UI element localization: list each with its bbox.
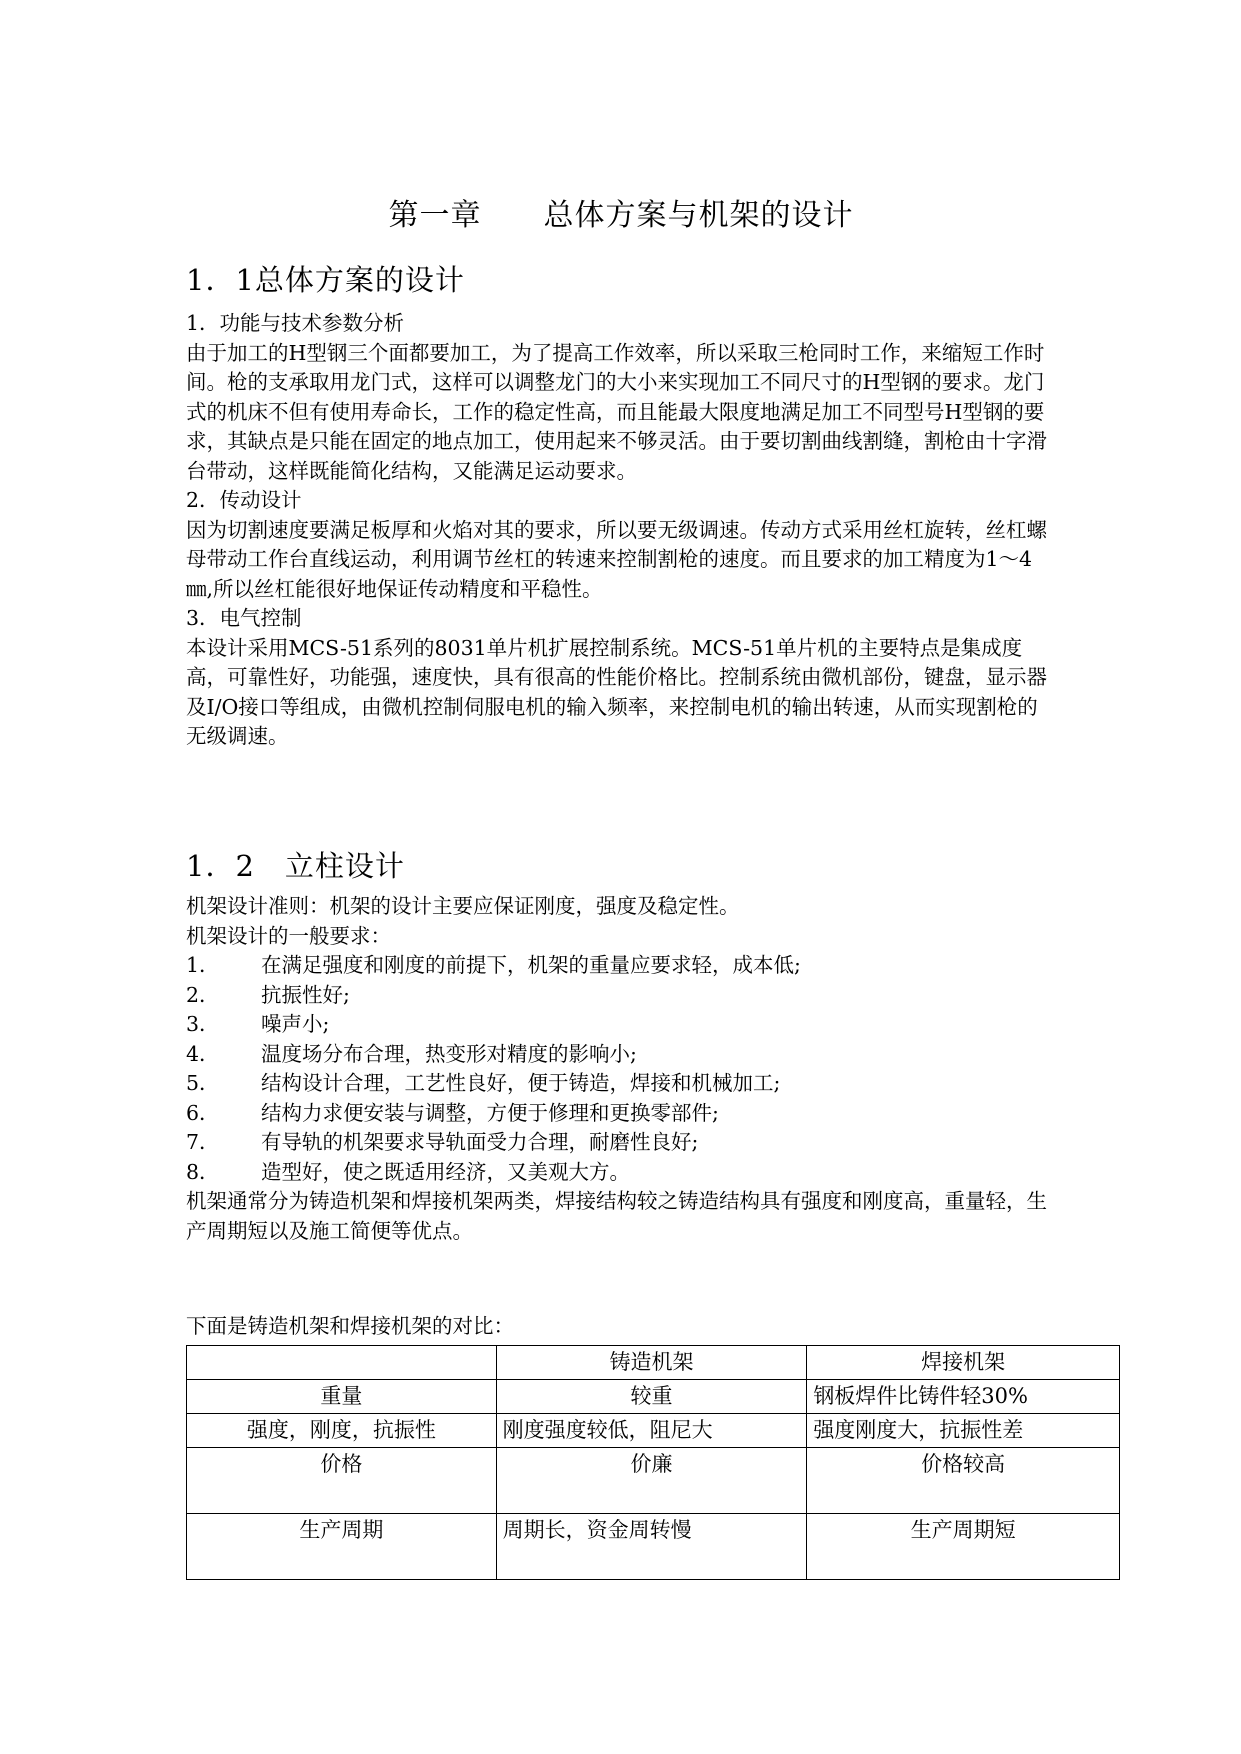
table-cell: 强度，刚度，抗振性 xyxy=(187,1414,497,1448)
list-item-number: 5． xyxy=(186,1071,220,1095)
list-item-text: 温度场分布合理，热变形对精度的影响小; xyxy=(261,1041,637,1066)
table-cell: 刚度强度较低，阻尼大 xyxy=(496,1414,807,1448)
paragraph-transmission-design: 因为切割速度要满足板厚和火焰对其的要求，所以要无级调速。传动方式采用丝杠旋转，丝杠螺母带动工作台直线运动，利用调节丝杠的转速来控制割枪的速度。而且要求的加工精度为1～4㎜,所以丝杠能很好地保证传动精度和平稳性。 xyxy=(186,517,1047,601)
subheading-electrical-control: 3．电气控制 xyxy=(186,606,302,630)
table-cell: 生产周期短 xyxy=(807,1514,1120,1580)
comparison-table xyxy=(186,1345,1120,1580)
table-row xyxy=(187,1448,1120,1514)
list-item-text: 结构设计合理，工艺性良好，便于铸造，焊接和机械加工; xyxy=(261,1071,781,1095)
list-item-number: 4． xyxy=(186,1041,220,1066)
list-item xyxy=(186,1128,1056,1158)
paragraph-function-analysis: 由于加工的H型钢三个面都要加工，为了提高工作效率，所以采取三枪同时工作，来缩短工作时间。枪的支承取用龙门式，这样可以调整龙门的大小来实现加工不同尺寸的H型钢的要求。龙门式的机床不但有使用寿命长，工作的稳定性高，而且能最大限度地满足加工不同型号H型钢的要求，其缺点是只能在固定的地点加工，使用起来不够灵活。由于要切割曲线割缝，割枪由十字滑台带动，这样既能简化结构，又能满足运动要求。 xyxy=(186,340,1047,483)
list-item xyxy=(186,1099,1056,1129)
table-row xyxy=(187,1380,1120,1414)
table-cell: 强度刚度大，抗振性差 xyxy=(807,1414,1120,1448)
table-cell: 价廉 xyxy=(496,1448,807,1514)
table-cell: 生产周期 xyxy=(187,1514,497,1580)
list-item xyxy=(186,1040,1056,1070)
table-row xyxy=(187,1514,1120,1580)
paragraph-electrical-control: 本设计采用MCS-51系列的8031单片机扩展控制系统。MCS-51单片机的主要特点是集成度高，可靠性好，功能强，速度快，具有很高的性能价格比。控制系统由微机部份，键盘，显示器及I/O接口等组成，由微机控制伺服电机的输入频率，来控制电机的输出转速，从而实现割枪的无级调速。 xyxy=(186,635,1047,748)
list-item xyxy=(186,1069,1056,1099)
requirements-heading: 机架设计的一般要求： xyxy=(186,923,391,948)
requirements-list xyxy=(186,951,1056,1187)
list-item-number: 1． xyxy=(186,953,220,977)
subheading-transmission-design: 2．传动设计 xyxy=(186,488,302,512)
table-row xyxy=(187,1414,1120,1448)
list-item xyxy=(186,1158,1056,1188)
table-cell: 周期长，资金周转慢 xyxy=(496,1514,807,1580)
list-item xyxy=(186,951,1056,981)
design-principle: 机架设计准则：机架的设计主要应保证刚度，强度及稳定性。 xyxy=(186,894,740,918)
table-cell: 价格 xyxy=(187,1448,497,1514)
list-item-text: 噪声小; xyxy=(261,1012,330,1036)
list-item xyxy=(186,1010,1056,1040)
table-intro: 下面是铸造机架和焊接机架的对比： xyxy=(186,1314,514,1338)
table-cell: 较重 xyxy=(496,1380,807,1414)
table-cell: 重量 xyxy=(187,1380,497,1414)
subheading-function-analysis: 1．功能与技术参数分析 xyxy=(186,311,405,335)
list-item-text: 有导轨的机架要求导轨面受力合理，耐磨性良好; xyxy=(261,1130,699,1154)
list-item-number: 7． xyxy=(186,1130,220,1154)
list-item-text: 在满足强度和刚度的前提下，机架的重量应要求轻，成本低; xyxy=(261,953,801,977)
list-item xyxy=(186,981,1056,1011)
frame-types-conclusion: 机架通常分为铸造机架和焊接机架两类，焊接结构较之铸造结构具有强度和刚度高，重量轻，生产周期短以及施工简便等优点。 xyxy=(186,1189,1047,1243)
table-cell: 钢板焊件比铸件轻30% xyxy=(807,1380,1120,1414)
section-1-1-body xyxy=(186,309,1056,752)
section-1-2-body xyxy=(186,892,1056,1246)
table-cell: 价格较高 xyxy=(807,1448,1120,1514)
list-item-text: 抗振性好; xyxy=(261,982,350,1007)
list-item-number: 8． xyxy=(186,1159,220,1184)
list-item-text: 造型好，使之既适用经济，又美观大方。 xyxy=(261,1159,630,1184)
list-item-number: 3． xyxy=(186,1012,220,1036)
table-header-row xyxy=(187,1346,1120,1380)
list-item-number: 2． xyxy=(186,982,220,1007)
table-header-cell xyxy=(187,1346,497,1380)
chapter-title: 第一章 总体方案与机架的设计 xyxy=(388,198,854,233)
list-item-number: 6． xyxy=(186,1100,220,1125)
list-item-text: 结构力求便安装与调整，方便于修理和更换零部件; xyxy=(261,1100,719,1125)
table-header-cell: 焊接机架 xyxy=(807,1346,1120,1380)
section-title-1-2: 1．2 立柱设计 xyxy=(186,849,405,883)
table-header-cell: 铸造机架 xyxy=(496,1346,807,1380)
section-title-1-1: 1．1总体方案的设计 xyxy=(186,263,465,297)
